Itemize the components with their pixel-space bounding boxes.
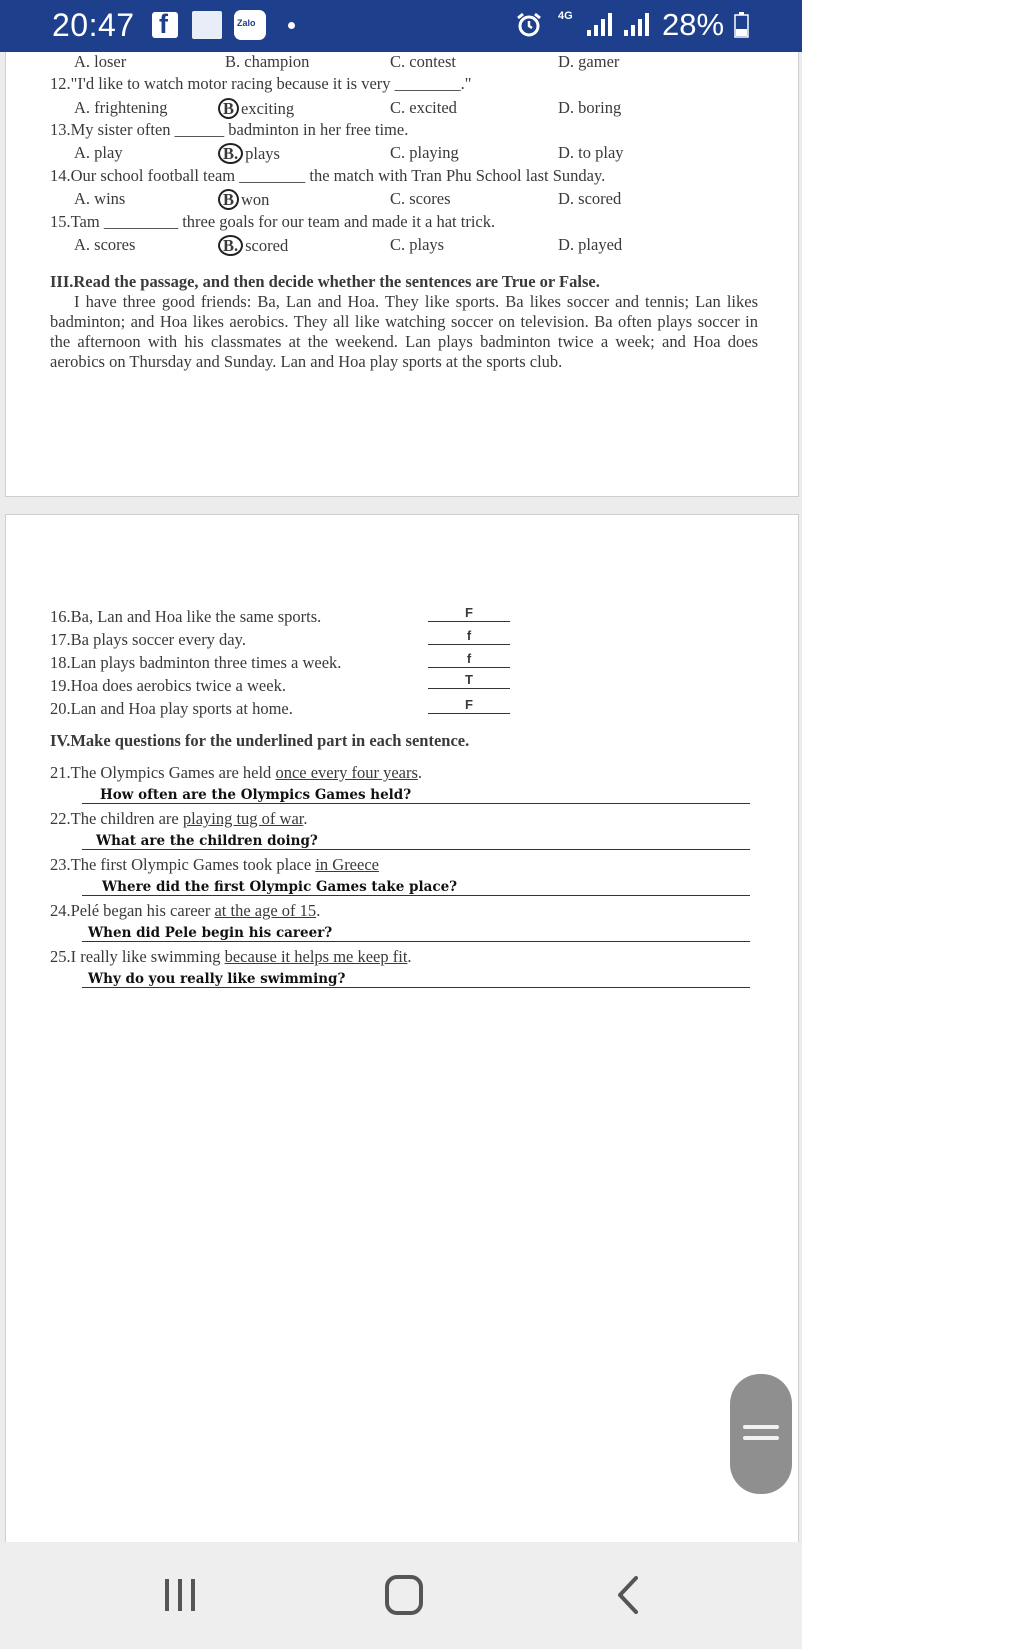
signal-icon bbox=[622, 12, 654, 38]
recent-apps-button[interactable] bbox=[150, 1570, 210, 1620]
home-button[interactable] bbox=[374, 1570, 434, 1620]
document-page-1 bbox=[5, 52, 799, 497]
tf-item-17: 17.Ba plays soccer every day. bbox=[50, 630, 246, 649]
question-25: 25.I really like swimming because it helps me keep fit. bbox=[50, 947, 412, 966]
answer-line-23: Where did the first Olympic Games take place? bbox=[82, 877, 750, 896]
q12-question: 12."I'd like to watch motor racing because it is very ________." bbox=[50, 74, 472, 93]
battery-icon bbox=[734, 12, 749, 38]
status-bar bbox=[0, 0, 802, 52]
tf-answer-17: f bbox=[428, 628, 510, 645]
zalo-icon: Zalo bbox=[234, 10, 266, 40]
tf-answer-16: F bbox=[428, 605, 510, 622]
q15-option-a: A. scores bbox=[74, 235, 136, 254]
q13-option-b: B. plays bbox=[218, 143, 280, 164]
q13-option-d: D. to play bbox=[558, 143, 624, 162]
question-21: 21.The Olympics Games are held once every four years. bbox=[50, 763, 423, 782]
answer-line-25: Why do you really like swimming? bbox=[82, 969, 750, 988]
battery-percent: 28% bbox=[662, 7, 725, 42]
tf-answer-18: f bbox=[428, 651, 510, 668]
q14-question: 14.Our school football team ________ the match with Tran Phu School last Sunday. bbox=[50, 166, 606, 185]
tf-answer-19: T bbox=[428, 672, 510, 689]
tf-item-16: 16.Ba, Lan and Hoa like the same sports. bbox=[50, 607, 322, 626]
q11-option-b: B. champion bbox=[225, 52, 310, 71]
q12-option-c: C. excited bbox=[390, 98, 457, 117]
question-23: 23.The first Olympic Games took place in Greece bbox=[50, 855, 379, 874]
notification-icon bbox=[192, 11, 222, 39]
answer-line-21: How often are the Olympics Games held? bbox=[82, 785, 750, 804]
tf-answer-20: F bbox=[428, 697, 510, 714]
navigation-bar bbox=[0, 1542, 802, 1649]
q11-option-d: D. gamer bbox=[558, 52, 620, 71]
section-3-title: III.Read the passage, and then decide whether the sentences are True or False. bbox=[50, 272, 600, 291]
document-page-2 bbox=[5, 514, 799, 1544]
answer-line-22: What are the children doing? bbox=[82, 831, 750, 850]
q14-option-a: A. wins bbox=[74, 189, 126, 208]
question-24: 24.Pelé began his career at the age of 15. bbox=[50, 901, 321, 920]
signal-icon bbox=[585, 12, 617, 38]
back-button[interactable] bbox=[600, 1570, 660, 1620]
q11-option-a: A. loser bbox=[74, 52, 127, 71]
q13-option-c: C. playing bbox=[390, 143, 459, 162]
answer-line-24: When did Pele begin his career? bbox=[82, 923, 750, 942]
q14-option-d: D. scored bbox=[558, 189, 622, 208]
reading-passage: I have three good friends: Ba, Lan and Hoa. They like sports. Ba likes soccer and tennis; Lan likes badminton; and Hoa likes aerobics. They all like watching soccer on television. Ba often plays soccer in the afternoon with his classmates at the weekend. Lan plays badminton twice a week; and Hoa does aerobics on Thursday and Sunday. Lan and Hoa play sports at the sports club. bbox=[50, 292, 758, 371]
tf-item-19: 19.Hoa does aerobics twice a week. bbox=[50, 676, 286, 695]
q15-option-d: D. played bbox=[558, 235, 623, 254]
tf-item-20: 20.Lan and Hoa play sports at home. bbox=[50, 699, 293, 718]
facebook-icon: f bbox=[152, 12, 178, 38]
q12-option-a: A. frightening bbox=[74, 98, 168, 117]
q15-option-b: B. scored bbox=[218, 235, 288, 256]
q13-question: 13.My sister often ______ badminton in her free time. bbox=[50, 120, 409, 139]
clock: 20:47 bbox=[52, 7, 135, 43]
question-22: 22.The children are playing tug of war. bbox=[50, 809, 308, 828]
network-type: 4G bbox=[558, 10, 573, 22]
more-notifications-icon bbox=[288, 22, 295, 29]
alarm-icon bbox=[516, 12, 542, 38]
q11-option-c: C. contest bbox=[390, 52, 456, 71]
q12-option-b: B exciting bbox=[218, 98, 294, 119]
fast-scroll-handle[interactable] bbox=[730, 1374, 792, 1494]
q15-option-c: C. plays bbox=[390, 235, 445, 254]
section-4-title: IV.Make questions for the underlined part in each sentence. bbox=[50, 731, 470, 750]
q14-option-c: C. scores bbox=[390, 189, 451, 208]
q14-option-b: B won bbox=[218, 189, 269, 210]
q13-option-a: A. play bbox=[74, 143, 123, 162]
tf-item-18: 18.Lan plays badminton three times a week. bbox=[50, 653, 342, 672]
q15-question: 15.Tam _________ three goals for our team and made it a hat trick. bbox=[50, 212, 496, 231]
q12-option-d: D. boring bbox=[558, 98, 622, 117]
